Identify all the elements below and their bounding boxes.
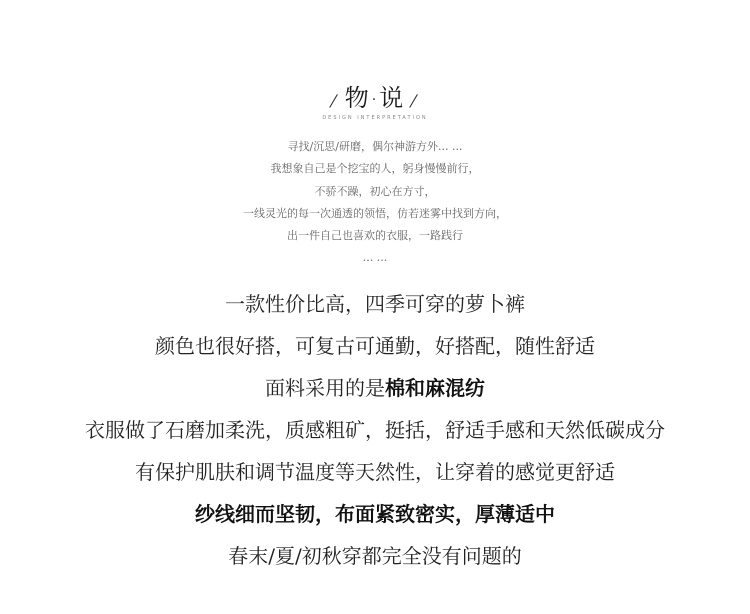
fabric-prefix: 面料采用的是 [265,376,385,400]
left-slash-mark: / [328,91,342,110]
poem-ellipsis: ... ... [362,251,388,265]
poem-line: 不骄不躁，初心在方寸， [314,184,436,198]
section-title [0,78,750,113]
description-line-7: 春末/夏/初秋穿都完全没有问题的 [228,544,522,568]
title-dot: · [371,91,379,108]
poem-line: 一线灵光的每一次通透的领悟，仿若迷雾中找到方向， [243,206,507,220]
poem-line: 寻找/沉思/研磨，偶尔神游方外... ... [287,140,463,153]
fabric-highlight: 棉和麻混纺 [385,376,485,400]
description-line-6: 纱线细而坚韧，布面紧致密实，厚薄适中 [195,502,555,526]
section-subtitle: DESIGN INTERPRETATION [322,115,428,121]
product-description [0,283,750,577]
section-header [0,78,750,121]
poem-block [0,136,750,270]
description-line-2: 颜色也很好搭，可复古可通勤，好搭配，随性舒适 [155,334,595,358]
poem-line: 出一件自己也喜欢的衣服，一路践行 [287,229,463,243]
description-line-5: 有保护肌肤和调节温度等天然性，让穿着的感觉更舒适 [135,460,615,484]
right-slash-mark: / [408,91,422,110]
description-line-1: 一款性价比高，四季可穿的萝卜裤 [225,292,525,316]
poem-line: 我想象自己是个挖宝的人，躬身慢慢前行， [270,162,480,176]
description-line-3 [0,367,750,409]
title-char-2: 说 [379,84,406,112]
title-char-1: 物 [344,84,371,112]
description-line-4: 衣服做了石磨加柔洗，质感粗矿，挺括，舒适手感和天然低碳成分 [85,418,665,442]
